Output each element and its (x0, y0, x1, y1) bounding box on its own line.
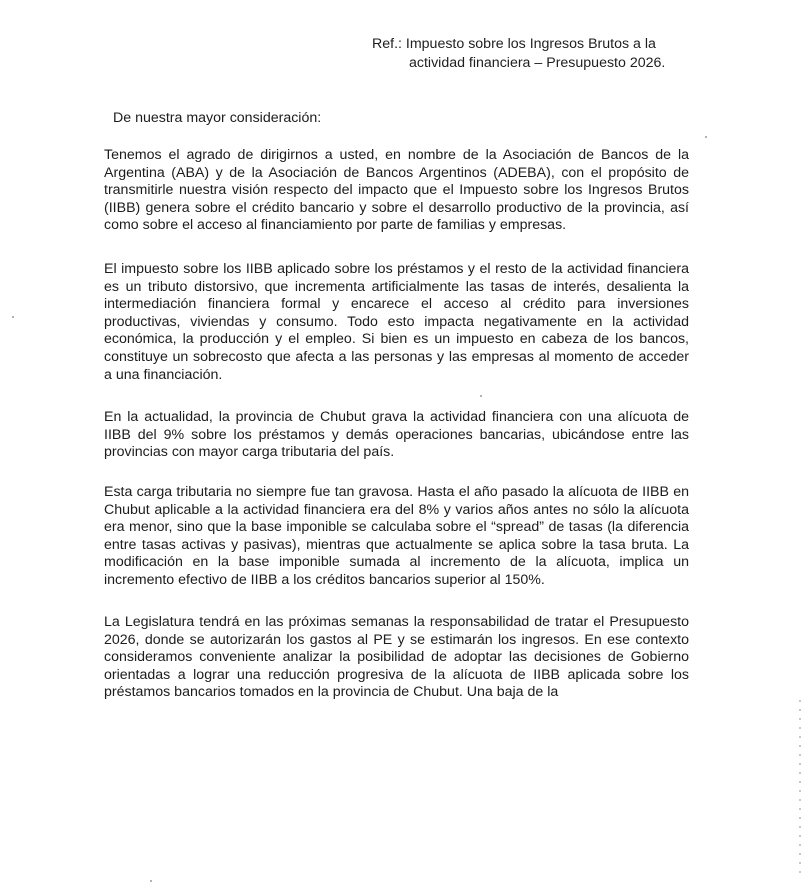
reference-line (372, 35, 702, 73)
salutation: De nuestra mayor consideración: (113, 110, 322, 126)
paragraph-introduction: Tenemos el agrado de dirigirnos a usted, en nombre de la Asociación de Bancos de la Argentina (ABA) y de la Asociación de Bancos Argentinos (ADEBA), con el propósito de transmitirle nuestra visión respecto del impacto que el Impuesto sobre los Ingresos Brutos (IIBB) genera sobre el crédito bancario y sobre el desarrollo productivo de la provincia, así como sobre el acceso al financiamiento por parte de familias y empresas. (104, 147, 689, 234)
paragraph-legislature: La Legislatura tendrá en las próximas semanas la responsabilidad de tratar el Presupuesto 2026, donde se autorizarán los gastos al PE y se estimarán los ingresos. En ese contexto consideramos conveniente analizar la posibilidad de adoptar las decisiones de Gobierno orientadas a lograr una reducción progresiva de la alícuota de IIBB aplicada sobre los préstamos bancarios tomados en la provincia de Chubut. Una baja de la (104, 614, 689, 701)
reference-line-1: Ref.: Impuesto sobre los Ingresos Brutos a la (372, 36, 656, 52)
paragraph-tax-history: Esta carga tributaria no siempre fue tan gravosa. Hasta el año pasado la alícuota de IIBB en Chubut aplicable a la actividad financiera era del 8% y varios años antes no sólo la alícuota era menor, sino que la base imponible se calculaba sobre el “spread” de tasas (la diferencia entre tasas activas y pasivas), mientras que actualmente se aplica sobre la tasa bruta. La modificación en la base imponible sumada al incremento de la alícuota, implica un incremento efectivo de IIBB a los créditos bancarios superior al 150%. (104, 484, 689, 588)
scan-speck (480, 395, 482, 397)
scan-edge-marks (799, 700, 801, 880)
scan-speck (12, 316, 14, 318)
paragraph-tax-impact: El impuesto sobre los IIBB aplicado sobre los préstamos y el resto de la actividad financiera es un tributo distorsivo, que incrementa artificialmente las tasas de interés, desalienta la intermediación financiera formal y encarece el acceso al crédito para inversiones productivas, viviendas y consumo. Todo esto impacta negativamente en la actividad económica, la producción y el empleo. Si bien es un impuesto en cabeza de los bancos, constituye un sobrecosto que afecta a las personas y las empresas al momento de acceder a una financiación. (104, 261, 689, 383)
paragraph-current-rate: En la actualidad, la provincia de Chubut grava la actividad financiera con una alícuota de IIBB del 9% sobre los préstamos y demás operaciones bancarias, ubicándose entre las provincias con mayor carga tributaria del país. (104, 409, 689, 461)
reference-line-2: actividad financiera – Presupuesto 2026. (409, 55, 666, 71)
scan-speck (150, 880, 152, 882)
scan-speck (705, 136, 707, 138)
